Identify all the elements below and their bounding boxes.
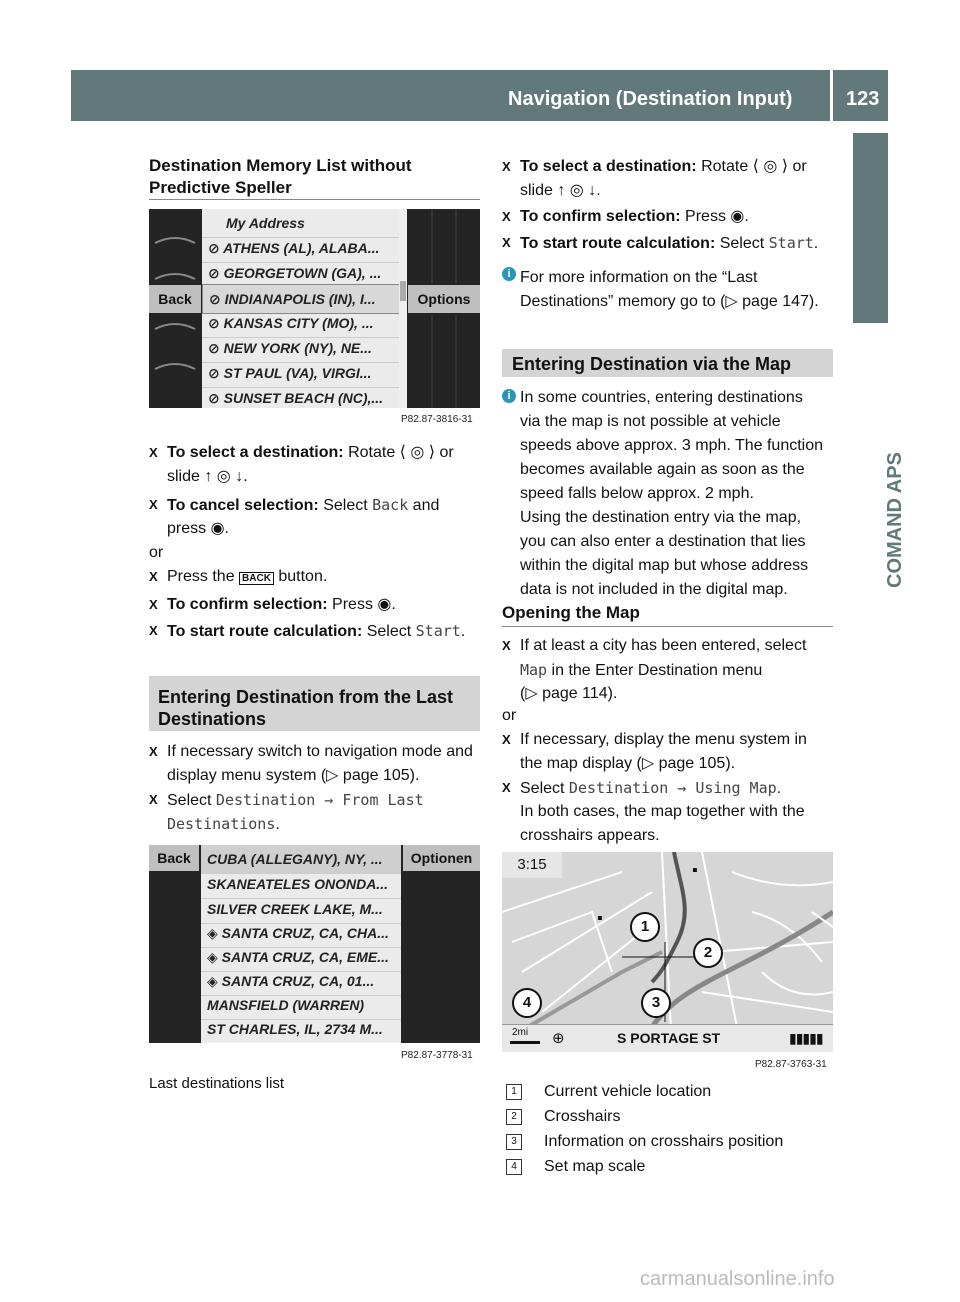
instruction-step-cont: Map in the Enter Destination menu xyxy=(520,661,763,679)
or-text: or xyxy=(149,544,164,561)
list-item[interactable]: SKANEATELES ONONDA... xyxy=(201,870,401,899)
parking-icon: ▪ xyxy=(597,910,603,927)
page-number: 123 xyxy=(846,88,880,110)
instruction-step-cont: In both cases, the map together with the xyxy=(520,803,805,820)
section-heading-via-map: Entering Destination via the Map xyxy=(502,349,833,377)
side-tab-label: COMAND APS xyxy=(884,452,906,588)
legend-item: 3 Information on crosshairs position xyxy=(506,1130,783,1154)
map-display[interactable] xyxy=(502,852,833,1052)
instruction-step: X Press the BACK button. xyxy=(149,568,328,585)
instruction-step: X If necessary switch to navigation mode and xyxy=(149,743,473,760)
figure-caption: Last destinations list xyxy=(149,1075,285,1092)
callout-2: 2 xyxy=(693,938,723,968)
section-title-memory-list: Destination Memory List without Predictive Speller xyxy=(149,156,412,197)
instruction-step: X Select Destination → Using Map. xyxy=(502,779,782,797)
or-text: or xyxy=(502,707,517,724)
info-note-map: In some countries, entering destinations via the map is not possible at vehicle speeds above approx. 3 mph. The function becomes available again as soon as the speed falls below approx. 2 mph. Using the destination entry via the map, you can also enter a destination that lies within the digital map but whose address data is not included in the digital map. xyxy=(520,389,824,598)
instruction-step-cont: (▷ page 114). xyxy=(520,685,618,702)
destination-memory-screen xyxy=(149,209,480,408)
callout-3: 3 xyxy=(641,988,671,1018)
callout-1: 1 xyxy=(630,912,660,942)
list-item[interactable]: ST CHARLES, IL, 2734 M... xyxy=(201,1015,401,1043)
page-header-title: Navigation (Destination Input) xyxy=(508,88,793,110)
header-divider xyxy=(830,70,833,121)
list-item[interactable]: SILVER CREEK LAKE, M... xyxy=(201,895,401,924)
section-rule xyxy=(149,199,480,200)
street-name: S PORTAGE ST xyxy=(617,1030,721,1046)
instruction-step: X To confirm selection: Press ◉. xyxy=(502,208,749,225)
instruction-step: X To select a destination: Rotate ⟨ ◎ ⟩ or xyxy=(502,158,807,175)
section-heading-last-destinations: Entering Destination from the Last Destinations xyxy=(149,676,480,731)
legend-item: 1 Current vehicle location xyxy=(506,1080,711,1104)
compass-icon: ⊕ xyxy=(552,1030,565,1047)
screen-options-button[interactable]: Options xyxy=(408,285,480,313)
map-status-bar xyxy=(502,1024,833,1052)
screen-back-button[interactable]: Back xyxy=(149,845,199,871)
list-item[interactable]: ◈ SANTA CRUZ, CA, 01... xyxy=(201,967,401,996)
map-roads xyxy=(502,852,833,1052)
list-item[interactable]: ◈ SANTA CRUZ, CA, CHA... xyxy=(201,919,401,948)
instruction-step: X Select Destination → From Last xyxy=(149,791,424,809)
instruction-step: X To start route calculation: Select Start. xyxy=(149,622,466,640)
instruction-step: X To start route calculation: Select Start. xyxy=(502,234,819,252)
scrollbar-thumb[interactable] xyxy=(400,281,406,301)
instruction-step-cont: Destinations. xyxy=(167,815,280,833)
map-time: 3:15 xyxy=(502,852,562,878)
list-item[interactable]: MANSFIELD (WARREN) xyxy=(201,991,401,1020)
instruction-step: X If necessary, display the menu system in xyxy=(502,731,807,748)
instruction-step-cont: press ◉. xyxy=(167,520,229,537)
figure-code: P82.87-3763-31 xyxy=(755,1059,827,1070)
last-destinations-screen xyxy=(149,845,480,1043)
callout-4: 4 xyxy=(512,988,542,1018)
instruction-step-cont: slide ↑ ◎ ↓. xyxy=(520,182,601,199)
list-item[interactable]: ◈ SANTA CRUZ, CA, EME... xyxy=(201,943,401,972)
legend-item: 2 Crosshairs xyxy=(506,1105,620,1129)
screen-options-button[interactable]: Optionen xyxy=(403,845,480,871)
screen-grid-decoration xyxy=(408,209,480,408)
figure-code: P82.87-3778-31 xyxy=(401,1050,473,1061)
list-item[interactable]: ⊘ NEW YORK (NY), NE... xyxy=(202,334,405,363)
list-item-selected[interactable]: CUBA (ALLEGANY), NY, ... xyxy=(201,845,401,874)
list-item-selected[interactable]: ⊘ INDIANAPOLIS (IN), I... xyxy=(202,284,405,314)
info-icon: i xyxy=(502,389,516,403)
list-item[interactable]: ⊘ SUNSET BEACH (NC),... xyxy=(202,384,405,408)
side-tab-block xyxy=(853,133,888,323)
list-item[interactable]: My Address xyxy=(202,209,405,238)
map-scale[interactable]: 2mi xyxy=(512,1027,529,1038)
info-note: For more information on the “Last Destinations” memory go to (▷ page 147). xyxy=(520,269,819,310)
instruction-step-cont: crosshairs appears. xyxy=(520,827,660,844)
footer-watermark: carmanualsonline.info xyxy=(640,1268,835,1290)
screen-back-button[interactable]: Back xyxy=(149,285,201,313)
memory-list xyxy=(202,209,405,408)
section-title-opening-map: Opening the Map xyxy=(502,603,640,622)
list-item[interactable]: ⊘ ST PAUL (VA), VIRGI... xyxy=(202,359,405,388)
scale-bar-icon xyxy=(510,1041,540,1044)
instruction-step-cont: display menu system (▷ page 105). xyxy=(167,767,420,784)
instruction-step: X To cancel selection: Select Back and xyxy=(149,496,440,514)
list-item[interactable]: ⊘ KANSAS CITY (MO), ... xyxy=(202,309,405,338)
list-item[interactable]: ⊘ GEORGETOWN (GA), ... xyxy=(202,259,405,288)
instruction-step: X If at least a city has been entered, select xyxy=(502,637,807,654)
instruction-step-cont: slide ↑ ◎ ↓. xyxy=(167,468,248,485)
instruction-step-cont: the map display (▷ page 105). xyxy=(520,755,736,772)
section-rule xyxy=(502,626,833,627)
instruction-step: X To confirm selection: Press ◉. xyxy=(149,596,396,613)
figure-code: P82.87-3816-31 xyxy=(401,414,473,425)
list-item[interactable]: ⊘ ATHENS (AL), ALABA... xyxy=(202,234,405,263)
scrollbar[interactable] xyxy=(399,209,407,408)
info-icon: i xyxy=(502,267,516,281)
legend-item: 4 Set map scale xyxy=(506,1155,645,1179)
back-key-icon: BACK xyxy=(239,572,274,585)
last-destinations-list xyxy=(201,845,401,1043)
instruction-step: X To select a destination: Rotate ⟨ ◎ ⟩ or xyxy=(149,444,454,461)
parking-icon: ▪ xyxy=(692,862,698,879)
signal-strength-icon: ▮▮▮▮▮ xyxy=(789,1030,823,1046)
